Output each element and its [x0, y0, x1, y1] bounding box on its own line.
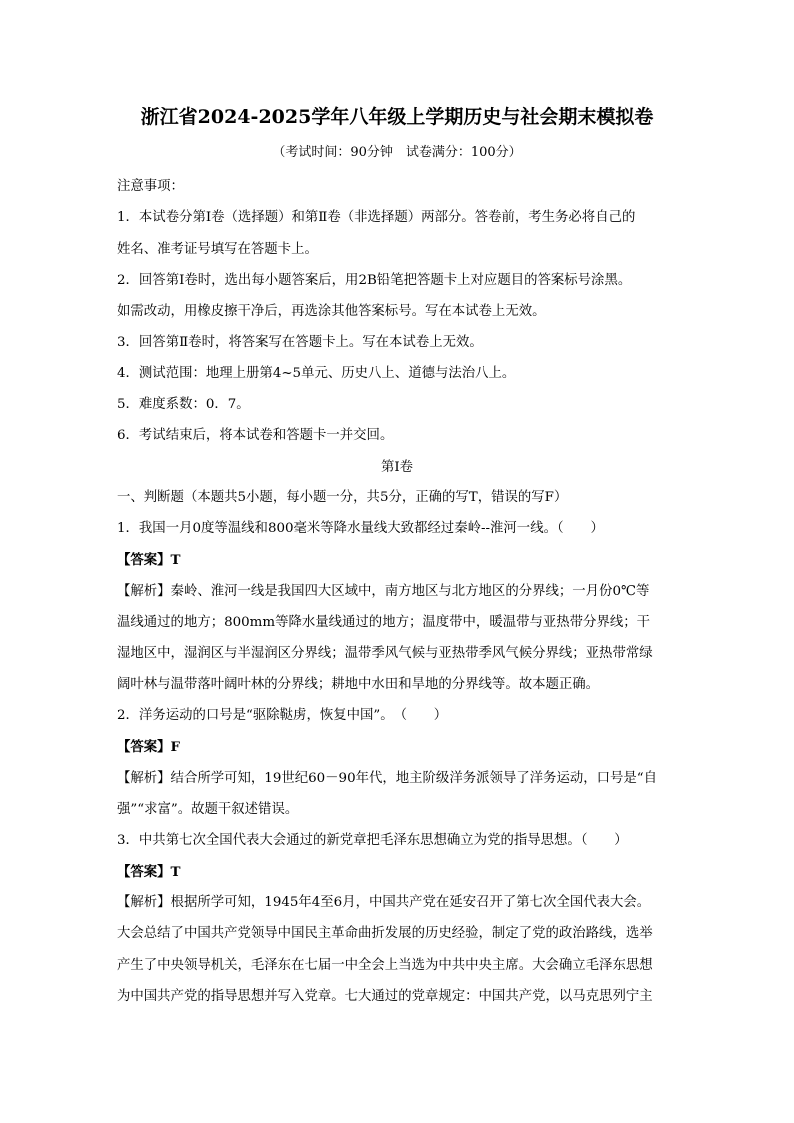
page-title: 浙江省2024-2025学年八年级上学期历史与社会期末模拟卷	[140, 106, 654, 128]
volume-heading: 第Ⅰ卷	[380, 460, 414, 475]
note-line: 3．回答第Ⅱ卷时，将答案写在答题卡上。写在本试卷上无效。	[117, 335, 483, 350]
analysis-line: 为中国共产党的指导思想并写入党章。七大通过的党章规定：中国共产党，以马克思列宁主	[117, 989, 653, 1004]
notes-heading: 注意事项：	[117, 179, 184, 194]
note-line: 6．考试结束后，将本试卷和答题卡一并交回。	[117, 428, 394, 443]
note-line: 如需改动，用橡皮擦干净后，再选涂其他答案标号。写在本试卷上无效。	[117, 304, 546, 319]
question-stem: 1．我国一月0度等温线和800毫米等降水量线大致都经过秦岭--淮河一线。（ ）	[117, 521, 604, 536]
analysis-line: 产生了中央领导机关，毛泽东在七届一中全会上当选为中共中央主席。大会确立毛泽东思想	[117, 958, 653, 973]
analysis-line: 强”“求富”。故题干叙述错误。	[117, 802, 299, 817]
note-line: 4．测试范围：地理上册第4~5单元、历史八上、道德与法治八上。	[117, 366, 516, 381]
note-line: 5．难度系数：0．7。	[117, 397, 250, 412]
question-stem: 3．中共第七次全国代表大会通过的新党章把毛泽东思想确立为党的指导思想。（ ）	[117, 833, 628, 848]
analysis-line: 湿地区中，湿润区与半湿润区分界线；温带季风气候与亚热带季风气候分界线；亚热带常绿	[117, 646, 653, 661]
answer-label: 【答案】T	[117, 864, 181, 880]
note-line: 1．本试卷分第Ⅰ卷（选择题）和第Ⅱ卷（非选择题）两部分。答卷前，考生务必将自己的	[117, 210, 636, 225]
answer-label: 【答案】F	[117, 739, 181, 755]
analysis-line: 【解析】秦岭、淮河一线是我国四大区域中，南方地区与北方地区的分界线；一月份0℃等	[117, 584, 650, 599]
section-heading: 一、判断题（本题共5小题，每小题一分，共5分，正确的写T，错误的写F）	[117, 490, 568, 505]
note-line: 2．回答第Ⅰ卷时，选出每小题答案后，用2B铅笔把答题卡上对应题目的答案标号涂黑。	[117, 273, 632, 288]
analysis-line: 温线通过的地方；800mm等降水量线通过的地方；温度带中，暖温带与亚热带分界线；干	[117, 615, 651, 630]
answer-label: 【答案】T	[117, 552, 181, 568]
analysis-line: 阔叶林与温带落叶阔叶林的分界线；耕地中水田和旱地的分界线等。故本题正确。	[117, 677, 600, 692]
question-stem: 2．洋务运动的口号是“驱除鞑虏，恢复中国”。 （ ）	[117, 708, 448, 723]
note-line: 姓名、准考证号填写在答题卡上。	[117, 242, 318, 257]
analysis-line: 大会总结了中国共产党领导中国民主革命曲折发展的历史经验，制定了党的政治路线，选举	[117, 926, 653, 941]
analysis-line: 【解析】结合所学可知，19世纪60－90年代，地主阶级洋务派领导了洋务运动，口号是“自	[117, 771, 658, 786]
exam-info: （考试时间：90分钟 试卷满分：100分）	[272, 145, 522, 160]
analysis-line: 【解析】根据所学可知，1945年4至6月，中国共产党在延安召开了第七次全国代表大会。	[117, 895, 651, 910]
